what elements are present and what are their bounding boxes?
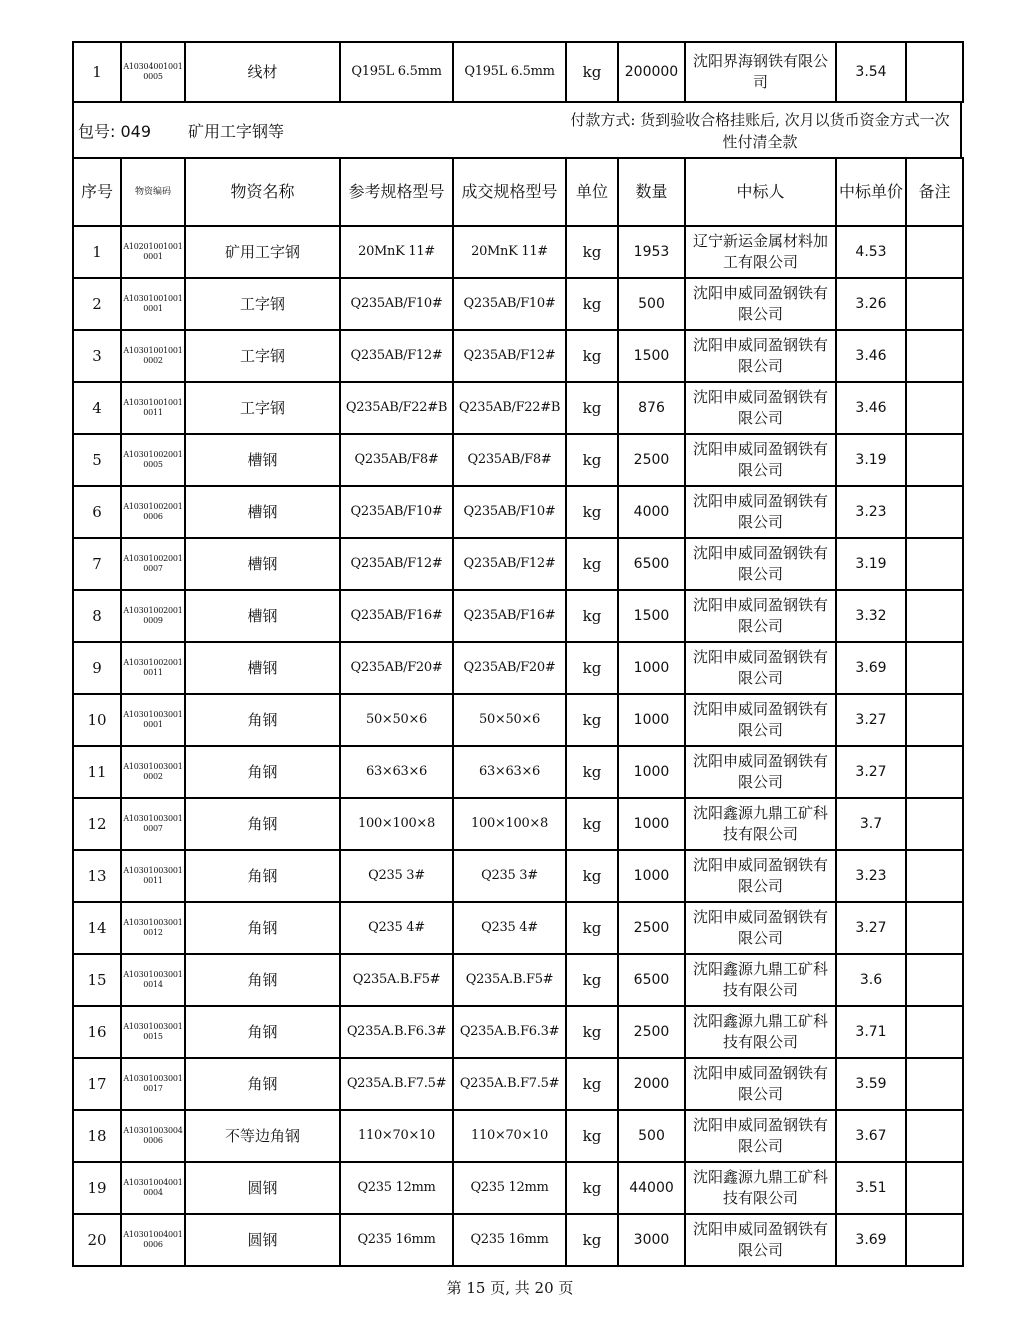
cell-supplier: 沈阳申威同盈钢铁有限公司: [685, 486, 836, 538]
cell-seq: 12: [73, 798, 121, 850]
cell-unit: kg: [566, 694, 618, 746]
cell-code: A10301004001 0004: [121, 1162, 185, 1214]
cell-name: 不等边角钢: [185, 1110, 340, 1162]
cell-price: 3.27: [836, 746, 906, 798]
cell-qty: 876: [618, 382, 685, 434]
cell-seq: 6: [73, 486, 121, 538]
table-row: [73, 382, 963, 434]
cell-supplier: 沈阳申威同盈钢铁有限公司: [685, 1214, 836, 1266]
cell-note: [906, 1006, 963, 1058]
cell-supplier: 沈阳鑫源九鼎工矿科技有限公司: [685, 1006, 836, 1058]
cell-seq: 2: [73, 278, 121, 330]
cell-qty: 3000: [618, 1214, 685, 1266]
cell-supplier: 沈阳申威同盈钢铁有限公司: [685, 746, 836, 798]
cell-ref-spec: Q235AB/F10#: [340, 278, 453, 330]
cell-ref-spec: Q235 3#: [340, 850, 453, 902]
cell-note: [906, 330, 963, 382]
cell-code: A10301003001 0002: [121, 746, 185, 798]
cell-code: A10301004001 0006: [121, 1214, 185, 1266]
table-row: [73, 226, 963, 278]
cell-price: 3.32: [836, 590, 906, 642]
table-header-row: [73, 158, 963, 226]
cell-deal-spec: Q235A.B.F5#: [453, 954, 566, 1006]
cell-unit: kg: [566, 486, 618, 538]
cell-qty: 2000: [618, 1058, 685, 1110]
cell-qty: 1000: [618, 798, 685, 850]
cell-code: A10301003001 0017: [121, 1058, 185, 1110]
cell-ref-spec: Q235A.B.F5#: [340, 954, 453, 1006]
cell-price: 3.46: [836, 330, 906, 382]
cell-qty: 1500: [618, 330, 685, 382]
cell-seq: 10: [73, 694, 121, 746]
cell-name: 角钢: [185, 1006, 340, 1058]
cell-price: 3.51: [836, 1162, 906, 1214]
cell-price: 3.19: [836, 538, 906, 590]
cell-price: 3.7: [836, 798, 906, 850]
cell-ref-spec: Q235A.B.F7.5#: [340, 1058, 453, 1110]
cell-note: [906, 226, 963, 278]
cell-note: [906, 42, 963, 102]
cell-deal-spec: Q235 4#: [453, 902, 566, 954]
cell-unit: kg: [566, 798, 618, 850]
cell-qty: 1000: [618, 746, 685, 798]
cell-deal-spec: Q235 3#: [453, 850, 566, 902]
cell-note: [906, 434, 963, 486]
table-row: [73, 902, 963, 954]
cell-code: A10301002001 0007: [121, 538, 185, 590]
cell-unit: kg: [566, 902, 618, 954]
cell-note: [906, 1058, 963, 1110]
header-note: 备注: [906, 158, 963, 226]
cell-unit: kg: [566, 330, 618, 382]
cell-supplier: 沈阳申威同盈钢铁有限公司: [685, 538, 836, 590]
page-number: 第 15 页, 共 20 页: [446, 1279, 574, 1297]
cell-name: 槽钢: [185, 434, 340, 486]
cell-deal-spec: Q235AB/F8#: [453, 434, 566, 486]
cell-seq: 5: [73, 434, 121, 486]
cell-deal-spec: Q235AB/F10#: [453, 486, 566, 538]
cell-seq: 13: [73, 850, 121, 902]
cell-price: 3.54: [836, 42, 906, 102]
cell-price: 3.27: [836, 902, 906, 954]
cell-note: [906, 1214, 963, 1266]
cell-name: 角钢: [185, 1058, 340, 1110]
cell-supplier: 沈阳申威同盈钢铁有限公司: [685, 1058, 836, 1110]
cell-code: A10301001001 0002: [121, 330, 185, 382]
header-ref-spec: 参考规格型号: [340, 158, 453, 226]
cell-unit: kg: [566, 746, 618, 798]
cell-name: 槽钢: [185, 486, 340, 538]
cell-qty: 6500: [618, 538, 685, 590]
cell-qty: 44000: [618, 1162, 685, 1214]
cell-ref-spec: 110×70×10: [340, 1110, 453, 1162]
cell-deal-spec: Q235A.B.F6.3#: [453, 1006, 566, 1058]
table-row: [73, 330, 963, 382]
cell-ref-spec: Q235AB/F8#: [340, 434, 453, 486]
cell-qty: 1500: [618, 590, 685, 642]
table-body: [73, 226, 963, 1266]
cell-deal-spec: Q235AB/F12#: [453, 538, 566, 590]
package-header: [72, 101, 962, 158]
cell-seq: 14: [73, 902, 121, 954]
cell-seq: 18: [73, 1110, 121, 1162]
cell-deal-spec: Q235AB/F12#: [453, 330, 566, 382]
package-number: 包号: 049: [78, 122, 152, 141]
table-row: [73, 798, 963, 850]
cell-name: 角钢: [185, 954, 340, 1006]
cell-name: 工字钢: [185, 278, 340, 330]
cell-unit: kg: [566, 382, 618, 434]
cell-code: A10301002001 0009: [121, 590, 185, 642]
cell-seq: 16: [73, 1006, 121, 1058]
cell-note: [906, 850, 963, 902]
table-row: [73, 642, 963, 694]
cell-deal-spec: Q235A.B.F7.5#: [453, 1058, 566, 1110]
table-row: [73, 1006, 963, 1058]
cell-note: [906, 382, 963, 434]
cell-code: A10301003001 0011: [121, 850, 185, 902]
cell-price: 3.6: [836, 954, 906, 1006]
payment-terms: 付款方式: 货到验收合格挂账后, 次月以货币资金方式一次性付清全款: [570, 111, 950, 151]
table-row: [73, 434, 963, 486]
cell-supplier: 沈阳申威同盈钢铁有限公司: [685, 330, 836, 382]
cell-unit: kg: [566, 590, 618, 642]
cell-note: [906, 694, 963, 746]
cell-supplier: 辽宁新运金属材料加工有限公司: [685, 226, 836, 278]
header-seq: 序号: [73, 158, 121, 226]
cell-unit: kg: [566, 850, 618, 902]
cell-price: 3.67: [836, 1110, 906, 1162]
table-row: [73, 1058, 963, 1110]
cell-note: [906, 746, 963, 798]
cell-unit: kg: [566, 1006, 618, 1058]
cell-supplier: 沈阳申威同盈钢铁有限公司: [685, 434, 836, 486]
cell-supplier: 沈阳申威同盈钢铁有限公司: [685, 902, 836, 954]
cell-seq: 19: [73, 1162, 121, 1214]
cell-ref-spec: 20MnK 11#: [340, 226, 453, 278]
cell-code: A10301003001 0001: [121, 694, 185, 746]
cell-qty: 6500: [618, 954, 685, 1006]
cell-deal-spec: Q235AB/F22#B: [453, 382, 566, 434]
cell-name: 圆钢: [185, 1214, 340, 1266]
cell-supplier: 沈阳界海钢铁有限公司: [685, 42, 836, 102]
cell-unit: kg: [566, 434, 618, 486]
cell-ref-spec: 50×50×6: [340, 694, 453, 746]
cell-code: A10301003001 0012: [121, 902, 185, 954]
cell-note: [906, 486, 963, 538]
cell-unit: kg: [566, 954, 618, 1006]
cell-qty: 1000: [618, 850, 685, 902]
cell-seq: 20: [73, 1214, 121, 1266]
cell-seq: 4: [73, 382, 121, 434]
cell-qty: 500: [618, 278, 685, 330]
table-row: [73, 1110, 963, 1162]
cell-name: 矿用工字钢: [185, 226, 340, 278]
cell-note: [906, 538, 963, 590]
cell-deal-spec: Q235 16mm: [453, 1214, 566, 1266]
cell-qty: 200000: [618, 42, 685, 102]
cell-code: A10301001001 0001: [121, 278, 185, 330]
cell-qty: 4000: [618, 486, 685, 538]
table-row: [73, 1162, 963, 1214]
cell-deal-spec: 50×50×6: [453, 694, 566, 746]
cell-ref-spec: Q235 16mm: [340, 1214, 453, 1266]
cell-note: [906, 902, 963, 954]
table-row: [73, 1214, 963, 1266]
cell-note: [906, 954, 963, 1006]
cell-supplier: 沈阳申威同盈钢铁有限公司: [685, 382, 836, 434]
cell-code: A10304001001 0005: [121, 42, 185, 102]
cell-ref-spec: 63×63×6: [340, 746, 453, 798]
cell-unit: kg: [566, 642, 618, 694]
cell-deal-spec: Q235AB/F10#: [453, 278, 566, 330]
cell-name: 工字钢: [185, 382, 340, 434]
cell-unit: kg: [566, 1058, 618, 1110]
cell-deal-spec: Q195L 6.5mm: [453, 42, 566, 102]
cell-supplier: 沈阳鑫源九鼎工矿科技有限公司: [685, 1162, 836, 1214]
header-supplier: 中标人: [685, 158, 836, 226]
cell-ref-spec: 100×100×8: [340, 798, 453, 850]
cell-seq: 3: [73, 330, 121, 382]
cell-supplier: 沈阳申威同盈钢铁有限公司: [685, 642, 836, 694]
cell-name: 槽钢: [185, 642, 340, 694]
cell-code: A10201001001 0001: [121, 226, 185, 278]
cell-seq: 1: [73, 226, 121, 278]
cell-price: 3.69: [836, 1214, 906, 1266]
cell-supplier: 沈阳申威同盈钢铁有限公司: [685, 590, 836, 642]
cell-seq: 15: [73, 954, 121, 1006]
previous-package-table: [72, 41, 964, 103]
cell-price: 3.59: [836, 1058, 906, 1110]
cell-code: A10301003001 0007: [121, 798, 185, 850]
cell-code: A10301003004 0006: [121, 1110, 185, 1162]
cell-name: 角钢: [185, 694, 340, 746]
cell-name: 圆钢: [185, 1162, 340, 1214]
cell-code: A10301002001 0005: [121, 434, 185, 486]
cell-name: 角钢: [185, 850, 340, 902]
cell-code: A10301002001 0006: [121, 486, 185, 538]
cell-ref-spec: Q235AB/F12#: [340, 330, 453, 382]
cell-code: A10301002001 0011: [121, 642, 185, 694]
cell-supplier: 沈阳鑫源九鼎工矿科技有限公司: [685, 954, 836, 1006]
table-row: [73, 590, 963, 642]
cell-price: 3.71: [836, 1006, 906, 1058]
cell-code: A10301001001 0011: [121, 382, 185, 434]
header-qty: 数量: [618, 158, 685, 226]
cell-seq: 7: [73, 538, 121, 590]
cell-price: 3.46: [836, 382, 906, 434]
table-row: [73, 850, 963, 902]
cell-supplier: 沈阳申威同盈钢铁有限公司: [685, 850, 836, 902]
cell-note: [906, 642, 963, 694]
cell-qty: 2500: [618, 902, 685, 954]
cell-deal-spec: 110×70×10: [453, 1110, 566, 1162]
cell-qty: 2500: [618, 1006, 685, 1058]
cell-price: 3.69: [836, 642, 906, 694]
cell-name: 工字钢: [185, 330, 340, 382]
cell-note: [906, 798, 963, 850]
table-row: [73, 486, 963, 538]
cell-ref-spec: Q235AB/F20#: [340, 642, 453, 694]
cell-price: 4.53: [836, 226, 906, 278]
cell-name: 槽钢: [185, 538, 340, 590]
table-row: [73, 694, 963, 746]
cell-ref-spec: Q235AB/F10#: [340, 486, 453, 538]
cell-name: 角钢: [185, 902, 340, 954]
cell-supplier: 沈阳申威同盈钢铁有限公司: [685, 278, 836, 330]
cell-seq: 11: [73, 746, 121, 798]
cell-ref-spec: Q235AB/F12#: [340, 538, 453, 590]
header-name: 物资名称: [185, 158, 340, 226]
cell-deal-spec: Q235AB/F20#: [453, 642, 566, 694]
cell-deal-spec: 20MnK 11#: [453, 226, 566, 278]
cell-qty: 1953: [618, 226, 685, 278]
cell-price: 3.19: [836, 434, 906, 486]
cell-note: [906, 1162, 963, 1214]
cell-seq: 9: [73, 642, 121, 694]
cell-seq: 17: [73, 1058, 121, 1110]
cell-qty: 1000: [618, 642, 685, 694]
cell-price: 3.23: [836, 486, 906, 538]
cell-ref-spec: Q235 12mm: [340, 1162, 453, 1214]
cell-ref-spec: Q235A.B.F6.3#: [340, 1006, 453, 1058]
table-row: [73, 42, 963, 102]
cell-supplier: 沈阳申威同盈钢铁有限公司: [685, 1110, 836, 1162]
cell-qty: 2500: [618, 434, 685, 486]
cell-qty: 500: [618, 1110, 685, 1162]
cell-name: 线材: [185, 42, 340, 102]
cell-seq: 1: [73, 42, 121, 102]
cell-deal-spec: Q235 12mm: [453, 1162, 566, 1214]
cell-name: 角钢: [185, 746, 340, 798]
header-code: 物资编码: [121, 158, 185, 226]
cell-deal-spec: Q235AB/F16#: [453, 590, 566, 642]
table-row: [73, 538, 963, 590]
cell-supplier: 沈阳鑫源九鼎工矿科技有限公司: [685, 798, 836, 850]
cell-name: 角钢: [185, 798, 340, 850]
cell-note: [906, 590, 963, 642]
cell-name: 槽钢: [185, 590, 340, 642]
cell-price: 3.26: [836, 278, 906, 330]
award-table: [72, 157, 964, 1267]
cell-ref-spec: Q235 4#: [340, 902, 453, 954]
cell-deal-spec: 63×63×6: [453, 746, 566, 798]
cell-unit: kg: [566, 226, 618, 278]
package-name: 矿用工字钢等: [188, 122, 285, 141]
cell-unit: kg: [566, 1214, 618, 1266]
cell-unit: kg: [566, 1162, 618, 1214]
cell-note: [906, 1110, 963, 1162]
cell-ref-spec: Q235AB/F22#B: [340, 382, 453, 434]
header-unit: 单位: [566, 158, 618, 226]
cell-unit: kg: [566, 42, 618, 102]
cell-seq: 8: [73, 590, 121, 642]
cell-price: 3.27: [836, 694, 906, 746]
cell-supplier: 沈阳申威同盈钢铁有限公司: [685, 694, 836, 746]
cell-qty: 1000: [618, 694, 685, 746]
cell-code: A10301003001 0015: [121, 1006, 185, 1058]
cell-unit: kg: [566, 278, 618, 330]
cell-deal-spec: 100×100×8: [453, 798, 566, 850]
table-row: [73, 746, 963, 798]
cell-ref-spec: Q195L 6.5mm: [340, 42, 453, 102]
cell-ref-spec: Q235AB/F16#: [340, 590, 453, 642]
cell-price: 3.23: [836, 850, 906, 902]
cell-unit: kg: [566, 1110, 618, 1162]
table-row: [73, 278, 963, 330]
header-deal-spec: 成交规格型号: [453, 158, 566, 226]
table-row: [73, 954, 963, 1006]
cell-note: [906, 278, 963, 330]
header-price: 中标单价: [836, 158, 906, 226]
cell-unit: kg: [566, 538, 618, 590]
cell-code: A10301003001 0014: [121, 954, 185, 1006]
